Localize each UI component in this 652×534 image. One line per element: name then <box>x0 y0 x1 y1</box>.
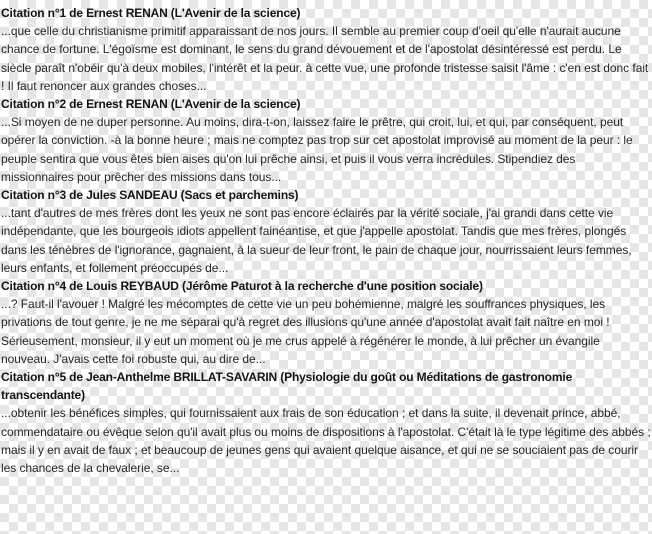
citation-1 <box>1 4 651 95</box>
citation-text: ...Si moyen de ne duper personne. Au moins, dira-t-on, laissez faire le prêtre, qui croit, lui, et qui, par conséquent, peut opérer la conviction. -à la bonne heure ; mais ne comptez pas trop sur cet apostolat improvisé au moment de la peur : le peuple sentira que vous êtes bien aises qu'on lui prêche ainsi, et puis il vous verra incrédules. Stipendiez des missionnaires pour prêcher des missions dans tous... <box>1 115 633 184</box>
citation-heading: Citation n°5 de Jean-Anthelme BRILLAT-SAVARIN (Physiologie du goût ou Méditations de gastronomie transcendante) <box>1 370 573 403</box>
citation-heading: Citation n°2 de Ernest RENAN (L'Avenir de la science) <box>1 97 301 112</box>
citation-4 <box>1 277 651 368</box>
citation-text: ...obtenir les bénéfices simples, qui fournissaient aux frais de son éducation ; et dans la suite, il devenait prince, abbé, commendataire ou évêque selon qu'il avait plus ou moins de dispositions à l'apostolat. C'était là le type légitime des abbés ; mais il y en avait de faux ; et beaucoup de jeunes gens qui avaient quelque aisance, et qui ne se souciaient pas de courir les chances de la chevalerie, se... <box>1 406 651 476</box>
citation-heading: Citation n°1 de Ernest RENAN (L'Avenir de la science) <box>1 6 301 20</box>
citation-heading: Citation n°4 de Louis REYBAUD (Jérôme Paturot à la recherche d'une position sociale) <box>1 279 483 294</box>
citation-heading: Citation n°3 de Jules SANDEAU (Sacs et parchemins) <box>1 188 299 203</box>
citation-5 <box>1 368 651 477</box>
citation-text: ...tant d'autres de mes frères dont les yeux ne sont pas encore éclairés par la vérité sociale, j'ai grandi dans cette vie indépendante, que les bourgeois idiots appellent fainéantise, et que j'appelle apostolat. Tandis que mes frères, plongés dans les ténèbres de l'ignorance, gagnaient, à la sueur de leur front, le pain de chaque jour, nourrissaient leurs femmes, leurs enfants, et follement préoccupés de... <box>1 206 632 275</box>
citation-2 <box>1 95 651 186</box>
citation-text: ...que celle du christianisme primitif apparaissant de nos jours. Il semble au premier coup d'oeil qu'elle n'aurait aucune chance de fortune. L'égoïsme est dominant, le sens du grand dévouement et de l'apostolat désintéressé est perdu. Le siècle paraît n'obéir qu'à deux mobiles, l'intérêt et la peur. à cette vue, une profonde tristesse saisit l'âme : c'en est donc fait ! Il faut renoncer aux grandes choses... <box>1 24 649 93</box>
citation-3 <box>1 186 651 277</box>
citation-text: ...? Faut-il l'avouer ! Malgré les mécomptes de cette vie un peu bohémienne, malgré les souffrances physiques, les privations de tout genre, je ne me séparai qu'à regret des illusions qu'une année d'apostolat avait fait naître en moi ! Sérieusement, monsieur, il y eut un moment où je me crus appelé à régénérer le monde, à lui prêcher un évangile nouveau. J'avais cette foi robuste qui, au dire de... <box>1 297 610 366</box>
